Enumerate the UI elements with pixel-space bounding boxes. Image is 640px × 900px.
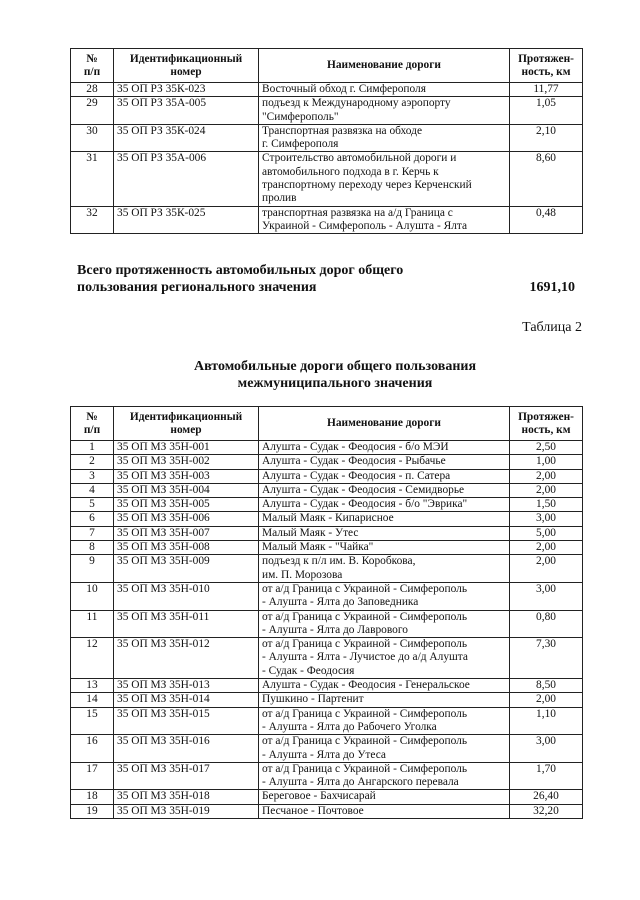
table-row	[71, 790, 583, 804]
table-row	[71, 693, 583, 707]
row-number: 18	[71, 790, 114, 804]
row-number: 9	[71, 555, 114, 583]
row-id-code: 35 ОП МЗ 35Н-017	[114, 762, 259, 790]
table-row	[71, 441, 583, 455]
row-length: 8,60	[510, 152, 583, 206]
header-name: Наименование дороги	[259, 49, 510, 83]
row-length: 26,40	[510, 790, 583, 804]
row-id-code: 35 ОП РЗ 35А-005	[114, 97, 259, 125]
row-road-name: Алушта - Судак - Феодосия - Рыбачье	[259, 455, 510, 469]
row-road-name: Алушта - Судак - Феодосия - Семидворье	[259, 483, 510, 497]
row-road-name: Малый Маяк - Кипарисное	[259, 512, 510, 526]
row-length: 1,70	[510, 762, 583, 790]
table-row	[71, 455, 583, 469]
table-row	[71, 124, 583, 152]
regional-total-value: 1691,10	[529, 280, 575, 295]
row-length: 2,00	[510, 469, 583, 483]
row-road-name: подъезд к Международному аэропорту "Симферополь"	[259, 97, 510, 125]
table-row	[71, 762, 583, 790]
row-road-name: Восточный обход г. Симферополя	[259, 83, 510, 97]
regional-roads-body	[71, 83, 583, 234]
table-row	[71, 638, 583, 679]
table-row	[71, 526, 583, 540]
row-road-name: транспортная развязка на а/д Граница с Украиной - Симферополь - Алушта - Ялта	[259, 206, 510, 234]
header-name: Наименование дороги	[259, 407, 510, 441]
row-length: 2,00	[510, 483, 583, 497]
table-row	[71, 97, 583, 125]
row-road-name: Алушта - Судак - Феодосия - Генеральское	[259, 679, 510, 693]
row-road-name: Береговое - Бахчисарай	[259, 790, 510, 804]
row-id-code: 35 ОП РЗ 35К-025	[114, 206, 259, 234]
row-road-name: Алушта - Судак - Феодосия - б/о "Эврика"	[259, 498, 510, 512]
row-number: 14	[71, 693, 114, 707]
row-id-code: 35 ОП МЗ 35Н-001	[114, 441, 259, 455]
row-road-name: Песчаное - Почтовое	[259, 804, 510, 818]
row-length: 2,10	[510, 124, 583, 152]
row-length: 5,00	[510, 526, 583, 540]
table-row	[71, 498, 583, 512]
row-length: 1,00	[510, 455, 583, 469]
row-length: 7,30	[510, 638, 583, 679]
row-id-code: 35 ОП МЗ 35Н-007	[114, 526, 259, 540]
table-row	[71, 555, 583, 583]
row-number: 1	[71, 441, 114, 455]
row-id-code: 35 ОП МЗ 35Н-010	[114, 582, 259, 610]
row-length: 2,50	[510, 441, 583, 455]
row-number: 30	[71, 124, 114, 152]
table-row	[71, 707, 583, 735]
row-number: 12	[71, 638, 114, 679]
table-row	[71, 152, 583, 206]
header-length: Протяжен- ность, км	[510, 407, 583, 441]
table-row	[71, 483, 583, 497]
row-number: 28	[71, 83, 114, 97]
row-number: 6	[71, 512, 114, 526]
table-row	[71, 679, 583, 693]
row-length: 3,00	[510, 582, 583, 610]
row-road-name: от а/д Граница с Украиной - Симферополь - Алушта - Ялта до Заповедника	[259, 582, 510, 610]
table-row	[71, 469, 583, 483]
row-id-code: 35 ОП МЗ 35Н-011	[114, 610, 259, 638]
row-length: 11,77	[510, 83, 583, 97]
row-road-name: от а/д Граница с Украиной - Симферополь - Алушта - Ялта - Лучистое до а/д Алушта - Судак - Феодосия	[259, 638, 510, 679]
table-row	[71, 83, 583, 97]
row-id-code: 35 ОП МЗ 35Н-003	[114, 469, 259, 483]
intermunicipal-roads-body	[71, 441, 583, 819]
row-length: 1,10	[510, 707, 583, 735]
row-length: 0,80	[510, 610, 583, 638]
row-road-name: подъезд к п/л им. В. Коробкова, им. П. Морозова	[259, 555, 510, 583]
row-number: 8	[71, 541, 114, 555]
section-title: Автомобильные дороги общего пользования межмуниципального значения	[193, 359, 477, 391]
row-road-name: Транспортная развязка на обходе г. Симферополя	[259, 124, 510, 152]
row-id-code: 35 ОП РЗ 35К-023	[114, 83, 259, 97]
row-id-code: 35 ОП МЗ 35Н-005	[114, 498, 259, 512]
row-id-code: 35 ОП МЗ 35Н-015	[114, 707, 259, 735]
row-id-code: 35 ОП МЗ 35Н-019	[114, 804, 259, 818]
row-number: 29	[71, 97, 114, 125]
row-id-code: 35 ОП МЗ 35Н-006	[114, 512, 259, 526]
table-header-row	[71, 49, 583, 83]
row-number: 10	[71, 582, 114, 610]
table-row	[71, 206, 583, 234]
row-number: 19	[71, 804, 114, 818]
row-number: 32	[71, 206, 114, 234]
row-length: 3,00	[510, 735, 583, 763]
row-id-code: 35 ОП МЗ 35Н-002	[114, 455, 259, 469]
intermunicipal-roads-table	[70, 406, 583, 819]
row-length: 1,50	[510, 498, 583, 512]
row-number: 13	[71, 679, 114, 693]
row-length: 8,50	[510, 679, 583, 693]
header-num: № п/п	[71, 49, 114, 83]
row-length: 2,00	[510, 541, 583, 555]
row-id-code: 35 ОП МЗ 35Н-018	[114, 790, 259, 804]
row-number: 11	[71, 610, 114, 638]
row-number: 2	[71, 455, 114, 469]
row-number: 16	[71, 735, 114, 763]
row-number: 17	[71, 762, 114, 790]
row-number: 4	[71, 483, 114, 497]
table-row	[71, 582, 583, 610]
row-number: 31	[71, 152, 114, 206]
row-id-code: 35 ОП МЗ 35Н-013	[114, 679, 259, 693]
header-code: Идентификационный номер	[114, 49, 259, 83]
row-length: 2,00	[510, 555, 583, 583]
row-id-code: 35 ОП МЗ 35Н-016	[114, 735, 259, 763]
table-header-row	[71, 407, 583, 441]
row-id-code: 35 ОП МЗ 35Н-004	[114, 483, 259, 497]
row-id-code: 35 ОП МЗ 35Н-009	[114, 555, 259, 583]
row-id-code: 35 ОП РЗ 35К-024	[114, 124, 259, 152]
row-number: 3	[71, 469, 114, 483]
row-id-code: 35 ОП МЗ 35Н-008	[114, 541, 259, 555]
row-length: 1,05	[510, 97, 583, 125]
row-road-name: Строительство автомобильной дороги и автомобильного подхода в г. Керчь к транспортному переходу через Керченский пролив	[259, 152, 510, 206]
header-num: № п/п	[71, 407, 114, 441]
row-id-code: 35 ОП РЗ 35А-006	[114, 152, 259, 206]
row-length: 0,48	[510, 206, 583, 234]
table-row	[71, 541, 583, 555]
row-id-code: 35 ОП МЗ 35Н-012	[114, 638, 259, 679]
regional-roads-table	[70, 48, 583, 234]
table-row	[71, 512, 583, 526]
row-number: 5	[71, 498, 114, 512]
row-road-name: Алушта - Судак - Феодосия - п. Сатера	[259, 469, 510, 483]
table-row	[71, 610, 583, 638]
row-road-name: от а/д Граница с Украиной - Симферополь - Алушта - Ялта до Ангарского перевала	[259, 762, 510, 790]
row-road-name: Пушкино - Партенит	[259, 693, 510, 707]
row-road-name: Малый Маяк - "Чайка"	[259, 541, 510, 555]
regional-total	[77, 262, 583, 296]
row-length: 3,00	[510, 512, 583, 526]
header-code: Идентификационный номер	[114, 407, 259, 441]
row-number: 7	[71, 526, 114, 540]
row-road-name: от а/д Граница с Украиной - Симферополь - Алушта - Ялта до Лаврового	[259, 610, 510, 638]
row-length: 2,00	[510, 693, 583, 707]
header-length: Протяжен- ность, км	[510, 49, 583, 83]
row-id-code: 35 ОП МЗ 35Н-014	[114, 693, 259, 707]
row-length: 32,20	[510, 804, 583, 818]
table-row	[71, 735, 583, 763]
row-road-name: Алушта - Судак - Феодосия - б/о МЭИ	[259, 441, 510, 455]
row-road-name: от а/д Граница с Украиной - Симферополь - Алушта - Ялта до Рабочего Уголка	[259, 707, 510, 735]
row-road-name: Малый Маяк - Утес	[259, 526, 510, 540]
table-caption: Таблица 2	[522, 320, 582, 335]
row-road-name: от а/д Граница с Украиной - Симферополь - Алушта - Ялта до Утеса	[259, 735, 510, 763]
regional-total-label: Всего протяженность автомобильных дорог общего пользования регионального значения	[77, 263, 404, 295]
table-row	[71, 804, 583, 818]
row-number: 15	[71, 707, 114, 735]
